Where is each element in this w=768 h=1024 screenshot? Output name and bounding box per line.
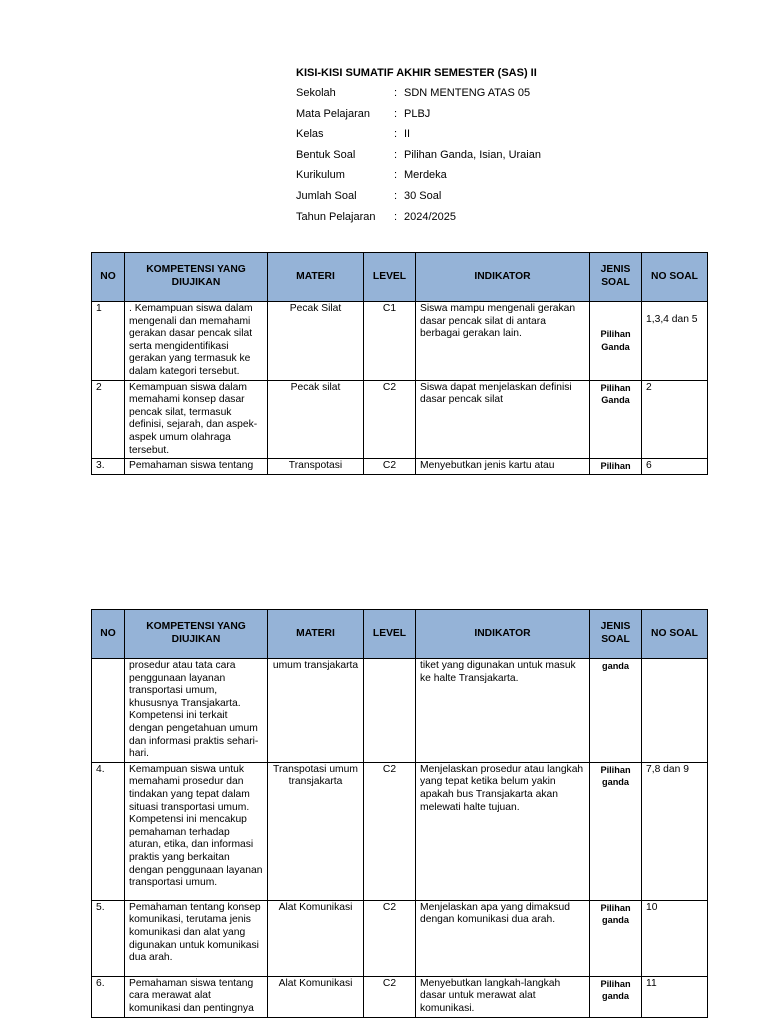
cell-kompetensi: Kemampuan siswa dalam memahami konsep dasar pencak silat, termasuk definisi, sejarah, dan aspek-aspek umum olahraga tersebut.	[125, 380, 268, 459]
col-header-kompetensi: KOMPETENSI YANG DIUJIKAN	[125, 253, 268, 302]
document-title: KISI-KISI SUMATIF AKHIR SEMESTER (SAS) II	[296, 67, 537, 79]
info-label: Mata Pelajaran	[296, 107, 370, 120]
cell-no-soal: 10	[642, 900, 708, 976]
cell-kompetensi: Kemampuan siswa untuk memahami prosedur dan tindakan yang tepat dalam situasi transportasi umum. Kompetensi ini mencakup pemahaman terhadap aturan, etika, dan informasi praktis yang berkaitan dengan penggunaan layanan transportasi umum.	[125, 762, 268, 900]
cell-indikator: Siswa mampu mengenali gerakan dasar pencak silat di antara berbagai gerakan lain.	[416, 302, 590, 381]
cell-no-soal	[642, 659, 708, 763]
info-colon: :	[394, 128, 398, 141]
cell-no	[92, 659, 125, 763]
col-header-jenis-soal: JENIS SOAL	[590, 253, 642, 302]
info-row-mata-pelajaran	[296, 107, 541, 128]
cell-jenis-soal: Pilihan ganda	[590, 900, 642, 976]
col-header-kompetensi: KOMPETENSI YANG DIUJIKAN	[125, 610, 268, 659]
info-colon: :	[394, 210, 398, 223]
info-value: 2024/2025	[404, 210, 456, 223]
cell-no: 6.	[92, 976, 125, 1017]
info-colon: :	[394, 169, 398, 182]
col-header-no-soal: NO SOAL	[642, 610, 708, 659]
info-label: Tahun Pelajaran	[296, 210, 376, 223]
cell-indikator: Menyebutkan jenis kartu atau	[416, 459, 590, 475]
cell-kompetensi: Pemahaman siswa tentang cara merawat alat komunikasi dan pentingnya	[125, 976, 268, 1017]
col-header-no: NO	[92, 610, 125, 659]
cell-materi: umum transjakarta	[268, 659, 364, 763]
table-row	[92, 900, 708, 976]
info-row-kurikulum	[296, 168, 541, 189]
cell-kompetensi: . Kemampuan siswa dalam mengenali dan memahami gerakan dasar pencak silat serta mengidentifikasi gerakan yang termasuk ke dalam kategori tersebut.	[125, 302, 268, 381]
cell-no: 5.	[92, 900, 125, 976]
cell-no: 3.	[92, 459, 125, 475]
cell-jenis-soal: Pilihan ganda	[590, 976, 642, 1017]
table-header-row	[92, 610, 708, 659]
info-value: SDN MENTENG ATAS 05	[404, 87, 531, 99]
col-header-level: LEVEL	[364, 610, 416, 659]
info-value: Merdeka	[404, 169, 447, 182]
info-colon: :	[394, 148, 398, 161]
info-colon: :	[394, 87, 398, 99]
cell-level: C1	[364, 302, 416, 381]
cell-indikator: Menjelaskan apa yang dimaksud dengan komunikasi dua arah.	[416, 900, 590, 976]
cell-kompetensi: Pemahaman siswa tentang	[125, 459, 268, 475]
col-header-materi: MATERI	[268, 253, 364, 302]
table-row	[92, 459, 708, 475]
info-label: Kelas	[296, 128, 324, 141]
cell-indikator: Siswa dapat menjelaskan definisi dasar pencak silat	[416, 380, 590, 459]
document-header	[296, 66, 541, 230]
cell-jenis-soal: Pilihan Ganda	[590, 302, 642, 381]
cell-kompetensi: prosedur atau tata cara penggunaan layanan transportasi umum, khususnya Transjakarta. Kompetensi ini terkait dengan pengetahuan umum dan informasi praktis sehari-hari.	[125, 659, 268, 763]
info-value: II	[404, 128, 411, 141]
table-row	[92, 762, 708, 900]
cell-jenis-soal: Pilihan ganda	[590, 762, 642, 900]
cell-materi: Transpotasi umum transjakarta	[268, 762, 364, 900]
cell-kompetensi: Pemahaman tentang konsep komunikasi, terutama jenis komunikasi dan alat yang digunakan untuk komunikasi dua arah.	[125, 900, 268, 976]
info-label: Jumlah Soal	[296, 189, 357, 202]
cell-no-soal: 2	[642, 380, 708, 459]
info-label: Bentuk Soal	[296, 148, 356, 161]
info-value: PLBJ	[404, 107, 431, 120]
info-label: Sekolah	[296, 87, 336, 99]
cell-level: C2	[364, 762, 416, 900]
table-row	[92, 659, 708, 763]
cell-materi: Alat Komunikasi	[268, 900, 364, 976]
cell-level: C2	[364, 380, 416, 459]
cell-materi: Alat Komunikasi	[268, 976, 364, 1017]
info-row-bentuk-soal	[296, 148, 541, 169]
info-label: Kurikulum	[296, 169, 345, 182]
cell-jenis-soal: Pilihan Ganda	[590, 380, 642, 459]
cell-jenis-soal: ganda	[590, 659, 642, 763]
cell-indikator: tiket yang digunakan untuk masuk ke halte Transjakarta.	[416, 659, 590, 763]
info-row-sekolah	[296, 86, 541, 107]
table-row	[92, 976, 708, 1017]
info-colon: :	[394, 107, 398, 120]
cell-no-soal: 11	[642, 976, 708, 1017]
info-value: 30 Soal	[404, 189, 442, 202]
info-value: Pilihan Ganda, Isian, Uraian	[404, 148, 541, 161]
table-row	[92, 302, 708, 381]
col-header-level: LEVEL	[364, 253, 416, 302]
cell-level: C2	[364, 976, 416, 1017]
cell-no-soal: 7,8 dan 9	[642, 762, 708, 900]
col-header-indikator: INDIKATOR	[416, 253, 590, 302]
cell-jenis-soal: Pilihan	[590, 459, 642, 475]
cell-no-soal: 6	[642, 459, 708, 475]
table-header-row	[92, 253, 708, 302]
cell-materi: Pecak silat	[268, 380, 364, 459]
cell-level: C2	[364, 459, 416, 475]
cell-no: 2	[92, 380, 125, 459]
col-header-materi: MATERI	[268, 610, 364, 659]
cell-level	[364, 659, 416, 763]
cell-materi: Pecak Silat	[268, 302, 364, 381]
info-row-tahun-pelajaran	[296, 210, 541, 231]
info-row-jumlah-soal	[296, 189, 541, 210]
col-header-jenis-soal: JENIS SOAL	[590, 610, 642, 659]
cell-level: C2	[364, 900, 416, 976]
cell-materi: Transpotasi	[268, 459, 364, 475]
info-row-kelas	[296, 127, 541, 148]
info-colon: :	[394, 189, 398, 202]
cell-indikator: Menyebutkan langkah-langkah dasar untuk merawat alat komunikasi.	[416, 976, 590, 1017]
table-row	[92, 380, 708, 459]
cell-indikator: Menjelaskan prosedur atau langkah yang tepat ketika belum yakin apakah bus Transjakarta akan melewati halte tujuan.	[416, 762, 590, 900]
col-header-no-soal: NO SOAL	[642, 253, 708, 302]
col-header-no: NO	[92, 253, 125, 302]
col-header-indikator: INDIKATOR	[416, 610, 590, 659]
cell-no: 1	[92, 302, 125, 381]
kisi-table-page-1	[91, 252, 708, 475]
kisi-table-page-2	[91, 609, 708, 1018]
cell-no: 4.	[92, 762, 125, 900]
cell-no-soal: 1,3,4 dan 5	[642, 302, 708, 381]
